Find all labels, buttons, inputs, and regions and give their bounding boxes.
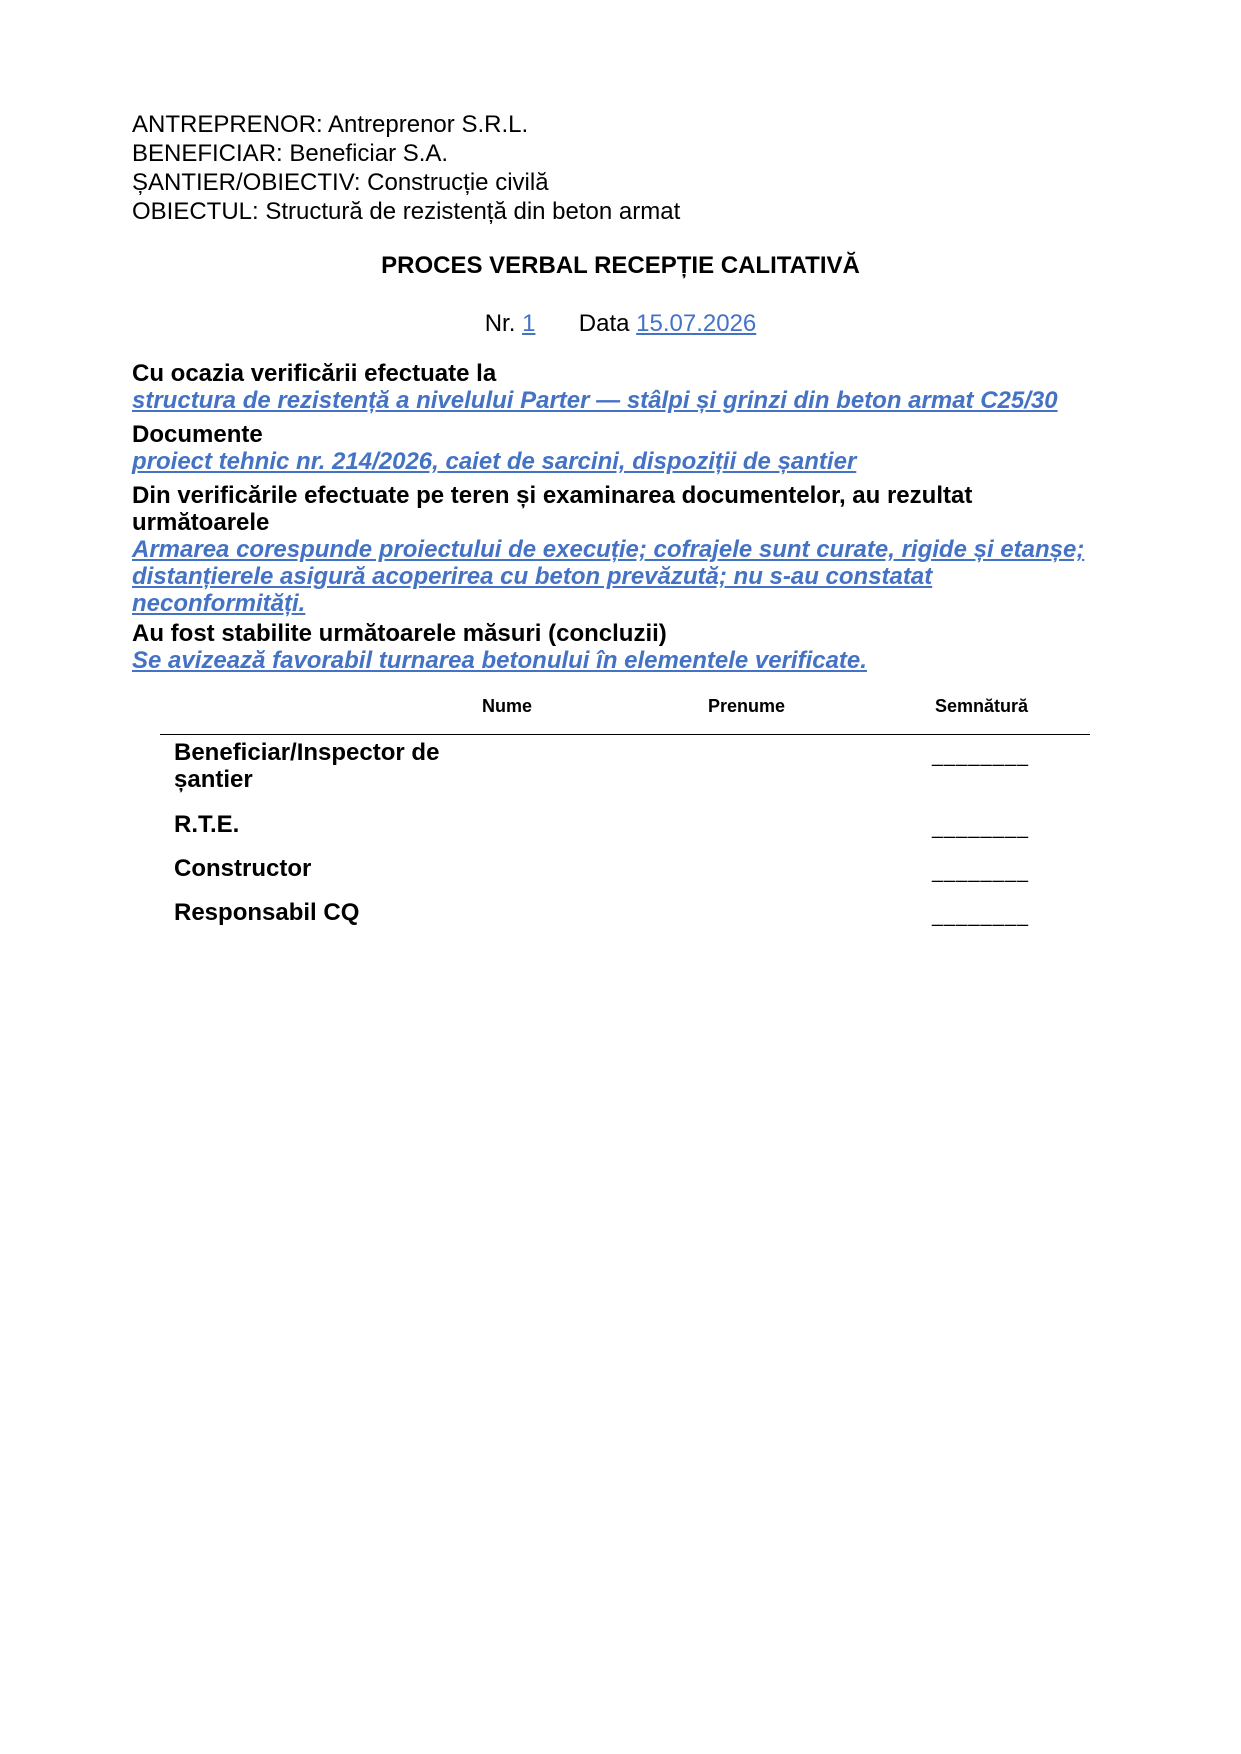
role-label: Beneficiar/Inspector de șantier [174, 739, 440, 793]
section-results [132, 482, 1112, 617]
measures-label: Au fost stabilite următoarele măsuri (concluzii) [132, 620, 667, 647]
site-line: ȘANTIER/OBIECTIV: Construcție civilă [132, 169, 549, 196]
contractor-line: ANTREPRENOR: Antreprenor S.R.L. [132, 111, 529, 138]
signature-line[interactable]: ________ [932, 745, 1029, 767]
header-signature: Semnătură [935, 696, 1029, 716]
role-label: Responsabil CQ [174, 899, 360, 926]
table-row [160, 739, 1090, 811]
signature-table-header [160, 696, 1090, 735]
table-row [160, 855, 1090, 899]
measures-value[interactable]: Se avizează favorabil turnarea betonului în elementele verificate. [132, 647, 867, 674]
role-label: Constructor [174, 855, 312, 882]
number-label: Nr. [484, 310, 516, 337]
documents-label: Documente [132, 421, 263, 448]
table-row [160, 899, 1090, 943]
document-title: PROCES VERBAL RECEPȚIE CALITATIVĂ [381, 252, 860, 279]
section-verification [132, 360, 1112, 414]
date-value[interactable]: 15.07.2026 [636, 310, 757, 337]
results-label: Din verificările efectuate pe teren și examinarea documentelor, au rezultat următoarele [132, 482, 973, 536]
signature-line[interactable]: ________ [932, 817, 1029, 839]
signature-line[interactable]: ________ [932, 861, 1029, 883]
verification-label: Cu ocazia verificării efectuate la [132, 360, 497, 387]
number-value[interactable]: 1 [522, 310, 536, 337]
number-date-line [0, 310, 1241, 338]
signature-line[interactable]: ________ [932, 905, 1029, 927]
header-name: Nume [482, 696, 533, 716]
section-documents [132, 421, 1112, 475]
section-measures [132, 620, 1112, 674]
header-block [132, 110, 680, 226]
date-label: Data [578, 310, 630, 337]
beneficiary-line: BENEFICIAR: Beneficiar S.A. [132, 140, 449, 167]
header-firstname: Prenume [708, 696, 786, 716]
verification-value[interactable]: structura de rezistență a nivelului Parter — stâlpi și grinzi din beton armat C25/30 [132, 387, 1058, 414]
table-row [160, 811, 1090, 855]
results-value[interactable]: Armarea corespunde proiectului de execuție; cofrajele sunt curate, rigide și etanșe; distanțierele asigură acoperirea cu beton prevăzută; nu s-au constatat neconformități. [132, 536, 1085, 617]
role-label: R.T.E. [174, 811, 240, 838]
documents-value[interactable]: proiect tehnic nr. 214/2026, caiet de sarcini, dispoziții de șantier [132, 448, 857, 475]
signature-table [160, 696, 1090, 943]
object-line: OBIECTUL: Structură de rezistență din beton armat [132, 198, 681, 225]
